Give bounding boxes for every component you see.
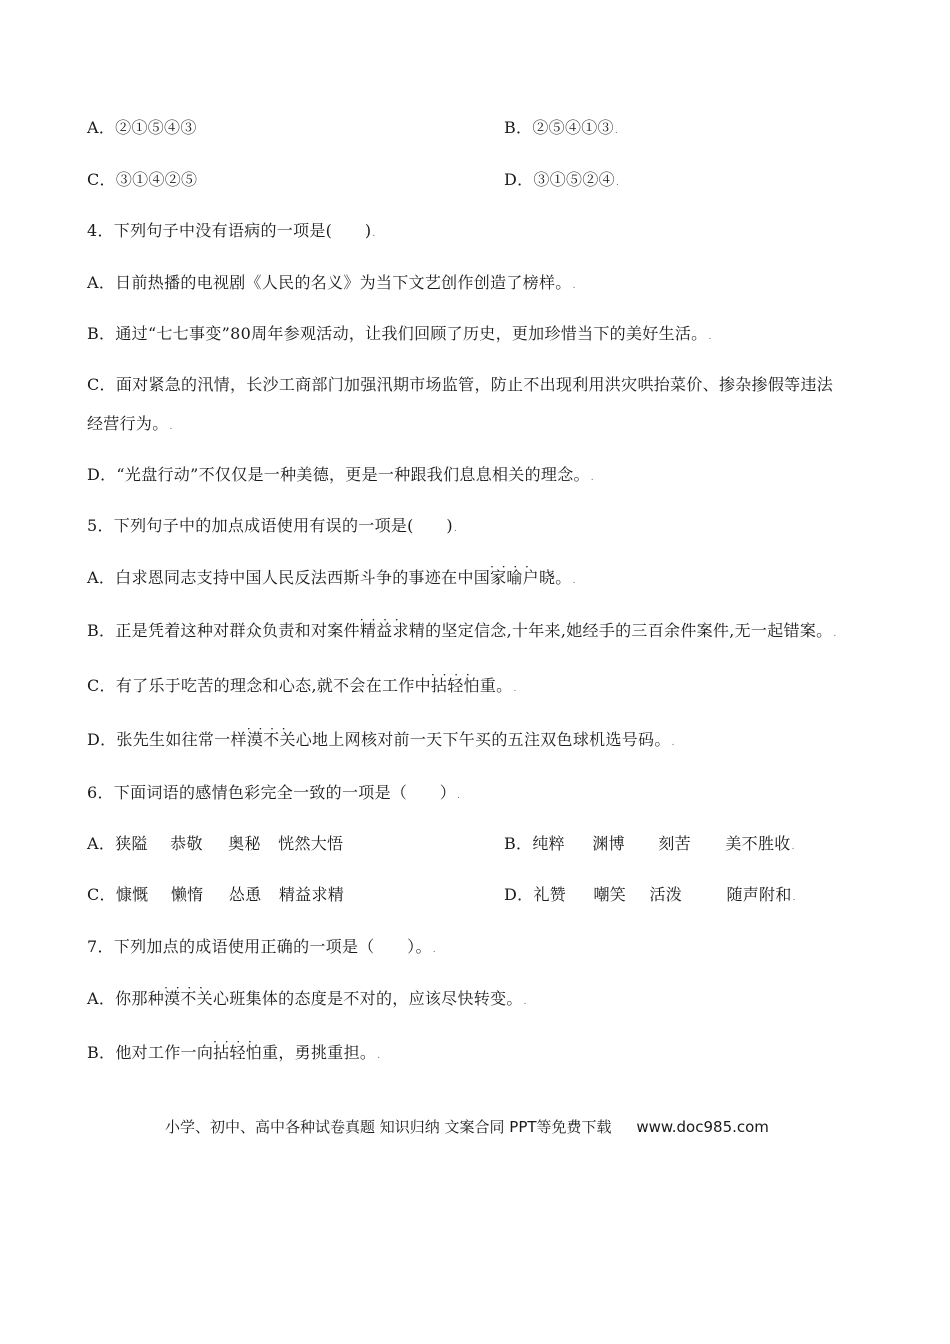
q5-option-c: C．有了乐于吃苦的理念和心态,就不会在工作中· · · · 拈轻怕重。. (87, 676, 517, 699)
q3-option-b: B．②⑤④①③. (504, 118, 619, 137)
q6-option-row-2 (87, 885, 796, 905)
q3-option-d: D．③①⑤②④. (504, 170, 620, 189)
q5-stem: 5．下列句子中的加点成语使用有误的一项是( ). (87, 516, 458, 535)
q6-option-d: D．礼赞 嘲笑 活泼 随声附和. (504, 885, 796, 904)
q3-option-row-1 (87, 118, 619, 138)
footer-url[interactable]: www.doc985.com (636, 1118, 769, 1136)
q3-option-row-2 (87, 170, 620, 190)
q6-option-a: A．狭隘 恭敬 奥秘 恍然大悟 (87, 834, 344, 853)
q5-option-a: A．白求恩同志支持中国人民反法西斯斗争的事迹在中国· · · · 家喻户晓。. (87, 568, 576, 591)
dotted-idiom: · · · · 漠不关心 (247, 730, 312, 749)
q3-option-c: C．③①④②⑤ (87, 170, 198, 189)
footer-text: 小学、初中、高中各种试卷真题 知识归纳 文案合同 PPT等免费下载 (165, 1118, 612, 1136)
q7-stem: 7．下列加点的成语使用正确的一项是（ ）。. (87, 937, 436, 956)
q3-option-a: A．②①⑤④③ (87, 118, 197, 137)
q4-option-a: A．日前热播的电视剧《人民的名义》为当下文艺创作创造了榜样。. (87, 273, 576, 292)
q4-option-b: B．通过“七七事变”80周年参观活动，让我们回顾了历史，更加珍惜当下的美好生活。. (87, 324, 712, 343)
q6-stem: 6．下面词语的感情色彩完全一致的一项是（ ）. (87, 783, 461, 802)
q4-option-c-cont: 经营行为。. (87, 414, 173, 433)
dotted-idiom: · · · · 漠不关心 (164, 989, 229, 1008)
q7-option-b: B．他对工作一向· · · · 拈轻怕重，勇挑重担。. (87, 1043, 380, 1066)
dotted-idiom: · · · · 家喻户晓 (490, 568, 555, 587)
q4-option-d: D．“光盘行动”不仅仅是一种美德，更是一种跟我们息息相关的理念。. (87, 465, 594, 484)
q5-option-b: B．正是凭着这种对群众负责和对案件· · · · 精益求精的坚定信念,十年来,她经手的三百余件案件,无一起错案。. (87, 621, 837, 644)
footer (165, 1116, 769, 1137)
dotted-idiom: · · · · 精益求精 (360, 621, 425, 640)
q6-option-row-1 (87, 834, 795, 854)
q7-option-a: A．你那种· · · · 漠不关心班集体的态度是不对的，应该尽快转变。. (87, 989, 527, 1012)
q6-option-c: C．慷慨 懒惰 怂恿 精益求精 (87, 885, 345, 904)
q5-option-d: D．张先生如往常一样· · · · 漠不关心地上网核对前一天下午买的五注双色球机选号码。. (87, 730, 675, 753)
q4-stem: 4．下列句子中没有语病的一项是( ). (87, 221, 376, 240)
q4-option-c: C．面对紧急的汛情，长沙工商部门加强汛期市场监管，防止不出现利用洪灾哄抬菜价、掺杂掺假等违法 (87, 375, 834, 394)
dotted-idiom: · · · · 拈轻怕重 (213, 1043, 278, 1062)
q6-option-b: B．纯粹 渊博 刻苦 美不胜收. (504, 834, 795, 853)
dotted-idiom: · · · · 拈轻怕重 (431, 676, 496, 695)
